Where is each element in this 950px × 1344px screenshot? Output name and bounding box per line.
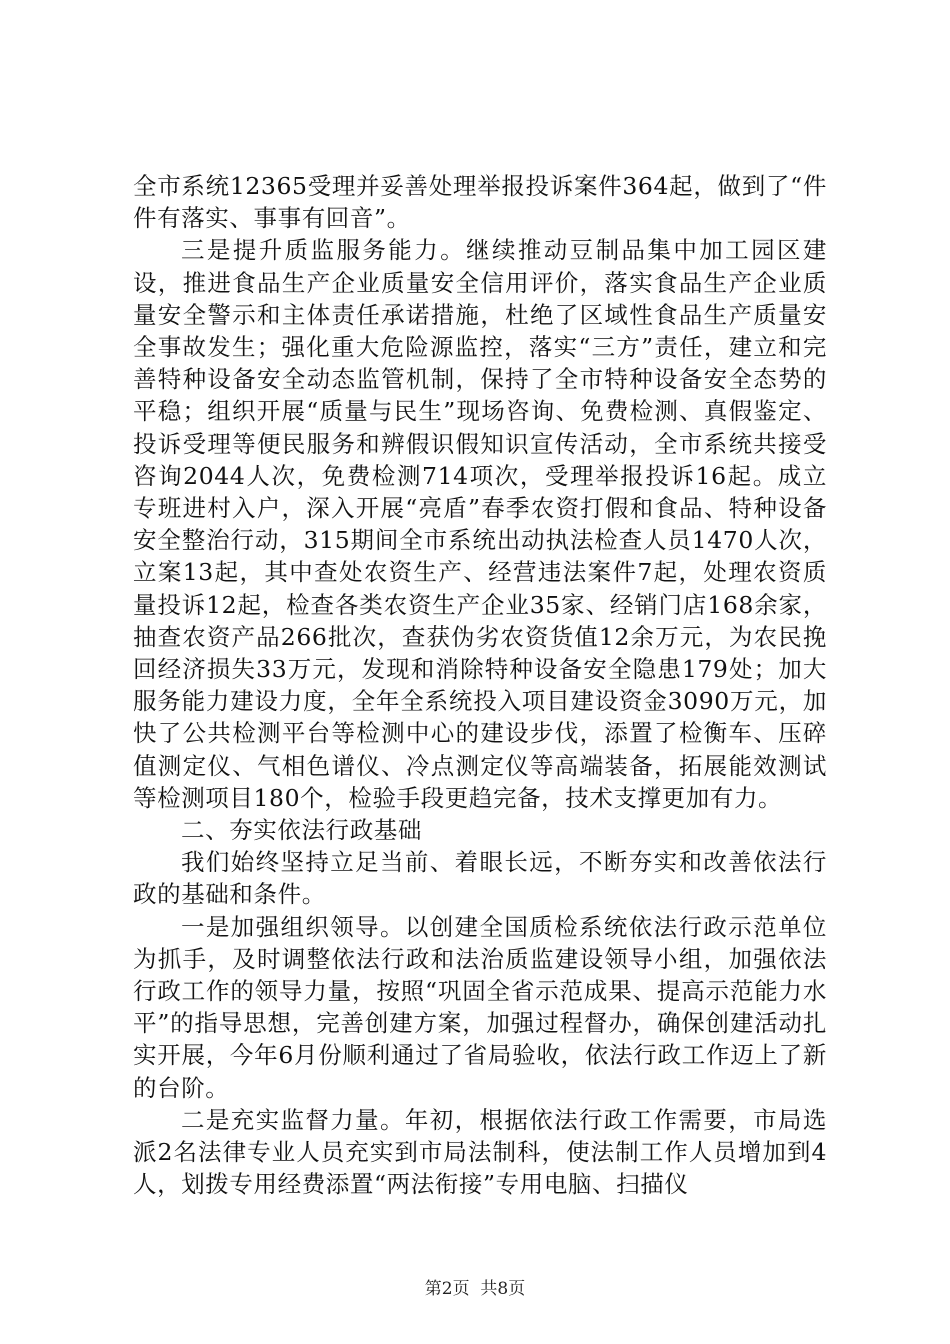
- paragraph-service-capacity: 三是提升质监服务能力。继续推动豆制品集中加工园区建设，推进食品生产企业质量安全信用评价，落实食品生产企业质量安全警示和主体责任承诺措施，杜绝了区域性食品生产质量安全事故发生；强化重大危险源监控，落实“三方”责任，建立和完善特种设备安全动态监管机制，保持了全市特种设备安全态势的平稳；组织开展“质量与民生”现场咨询、免费检测、真假鉴定、投诉受理等便民服务和辨假识假知识宣传活动，全市系统共接受咨询2044人次，免费检测714项次，受理举报投诉16起。成立专班进村入户，深入开展“亮盾”春季农资打假和食品、特种设备安全整治行动，315期间全市系统出动执法检查人员1470人次，立案13起，其中查处农资生产、经营违法案件7起，处理农资质量投诉12起，检查各类农资生产企业35家、经销门店168余家，抽查农资产品266批次，查获伪劣农资货值12余万元，为农民挽回经济损失33万元，发现和消除特种设备安全隐患179处；加大服务能力建设力度，全年全系统投入项目建设资金3090万元，加快了公共检测平台等检测中心的建设步伐，添置了检衡车、压碎值测定仪、气相色谱仪、冷点测定仪等高端装备，拓展能效测试等检测项目180个，检验手段更趋完备，技术支撑更加有力。: [133, 236, 827, 812]
- paragraph-organizational-leadership: 一是加强组织领导。以创建全国质检系统依法行政示范单位为抓手，及时调整依法行政和法治质监建设领导小组，加强依法行政工作的领导力量，按照“巩固全省示范成果、提高示范能力水平”的指导思想，完善创建方案，加强过程督办，确保创建活动扎实开展，今年6月份顺利通过了省局验收，依法行政工作迈上了新的台阶。: [133, 912, 827, 1102]
- paragraph-complaints-summary: 全市系统12365受理并妥善处理举报投诉案件364起，做到了“件件有落实、事事有回音”。: [133, 172, 827, 233]
- paragraph-legal-foundation-intro: 我们始终坚持立足当前、着眼长远，不断夯实和改善依法行政的基础和条件。: [133, 848, 827, 909]
- paragraph-supervision-strength: 二是充实监督力量。年初，根据依法行政工作需要，市局选派2名法律专业人员充实到市局法制科，使法制工作人员增加到4人，划拨专用经费添置“两法衔接”专用电脑、扫描仪: [133, 1105, 827, 1199]
- page-number-label: 第2页 共8页: [424, 1279, 526, 1299]
- page-footer: [0, 1274, 950, 1299]
- document-body: [133, 170, 827, 1201]
- section-heading-legal-foundation: 二、夯实依法行政基础: [181, 816, 422, 845]
